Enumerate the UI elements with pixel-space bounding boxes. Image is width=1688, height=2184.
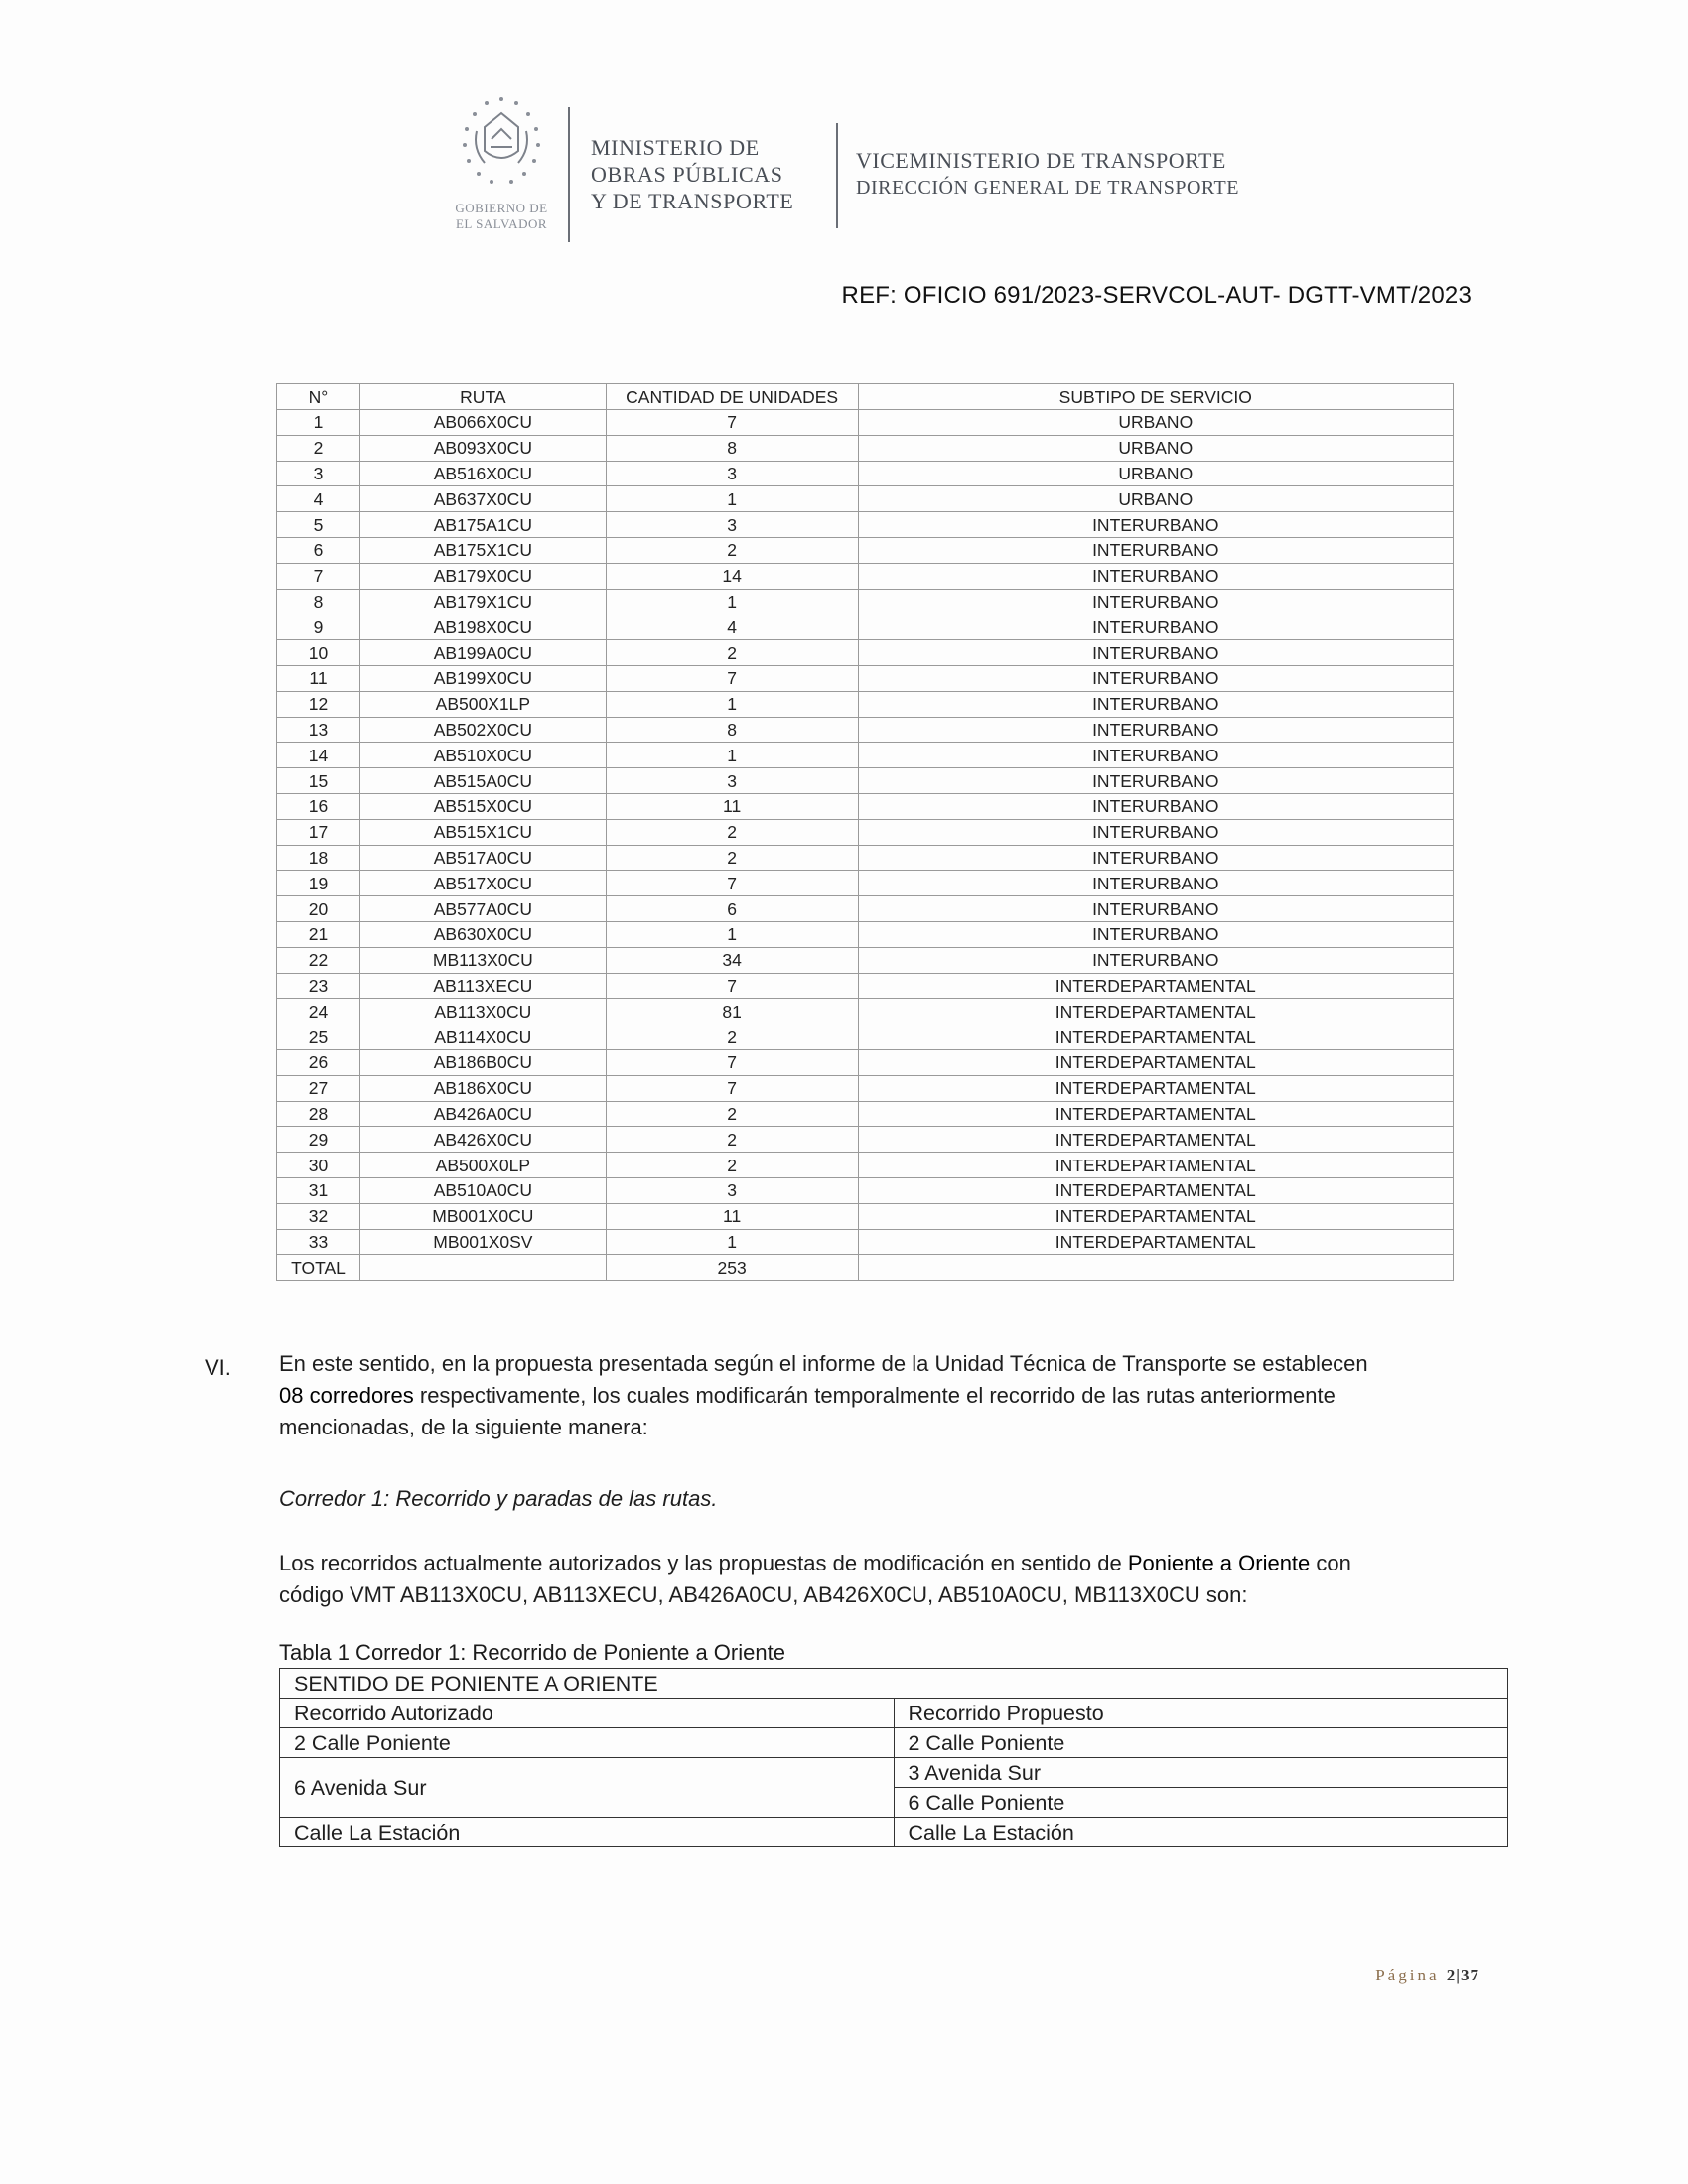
- cell-units: 11: [606, 793, 858, 819]
- p1-bold-corridors: 08 corredores: [279, 1383, 414, 1408]
- page-label: Página: [1375, 1966, 1440, 1984]
- route-row: [277, 691, 1454, 717]
- cell-route: AB510A0CU: [359, 1177, 606, 1203]
- table1-caption: Tabla 1 Corredor 1: Recorrido de Poniente a Oriente: [279, 1640, 785, 1665]
- cell-number: 33: [277, 1229, 360, 1255]
- cell-number: 11: [277, 665, 360, 691]
- cell-units: 3: [606, 768, 858, 794]
- cell-route: AB517A0CU: [359, 845, 606, 871]
- route-row: [277, 819, 1454, 845]
- cell-units: 2: [606, 1024, 858, 1050]
- cell-route: AB637X0CU: [359, 486, 606, 512]
- routes-table-header: [277, 384, 1454, 410]
- cell-number: 27: [277, 1075, 360, 1101]
- cell-subtype: INTERURBANO: [858, 563, 1453, 589]
- table1-row: [280, 1818, 1508, 1847]
- cell-units: 1: [606, 921, 858, 947]
- route-row: [277, 410, 1454, 436]
- r3-proposed: Calle La Estación: [894, 1818, 1508, 1847]
- cell-units: 2: [606, 640, 858, 666]
- cell-subtype: INTERURBANO: [858, 819, 1453, 845]
- cell-subtype: INTERURBANO: [858, 717, 1453, 743]
- cell-number: 1: [277, 410, 360, 436]
- table1-header-row: [280, 1699, 1508, 1728]
- header-divider-1: [568, 107, 570, 242]
- header-divider-2: [836, 123, 838, 228]
- cell-subtype: INTERURBANO: [858, 871, 1453, 896]
- cell-units: 7: [606, 665, 858, 691]
- cell-units: 7: [606, 1075, 858, 1101]
- cell-route: AB515X1CU: [359, 819, 606, 845]
- cell-number: 28: [277, 1101, 360, 1127]
- route-row: [277, 1101, 1454, 1127]
- route-row: [277, 1203, 1454, 1229]
- route-row: [277, 768, 1454, 794]
- table1-title: SENTIDO DE PONIENTE A ORIENTE: [280, 1669, 1508, 1699]
- route-row: [277, 1049, 1454, 1075]
- cell-route: AB175A1CU: [359, 512, 606, 538]
- cell-subtype: INTERURBANO: [858, 743, 1453, 768]
- cell-number: 15: [277, 768, 360, 794]
- cell-route: AB510X0CU: [359, 743, 606, 768]
- routes-total-row: [277, 1255, 1454, 1281]
- cell-units: 2: [606, 845, 858, 871]
- route-row: [277, 640, 1454, 666]
- cell-subtype: INTERURBANO: [858, 768, 1453, 794]
- cell-subtype: INTERURBANO: [858, 947, 1453, 973]
- cell-route: AB516X0CU: [359, 461, 606, 486]
- cell-subtype: INTERURBANO: [858, 537, 1453, 563]
- cell-units: 8: [606, 435, 858, 461]
- cell-units: 2: [606, 819, 858, 845]
- cell-route: AB500X1LP: [359, 691, 606, 717]
- route-row: [277, 921, 1454, 947]
- cell-subtype: URBANO: [858, 410, 1453, 436]
- cell-route: AB186X0CU: [359, 1075, 606, 1101]
- government-seal: [437, 89, 566, 238]
- cell-units: 7: [606, 973, 858, 999]
- cell-number: 32: [277, 1203, 360, 1229]
- route-row: [277, 537, 1454, 563]
- cell-route: MB001X0CU: [359, 1203, 606, 1229]
- cell-route: AB515A0CU: [359, 768, 606, 794]
- cell-units: 14: [606, 563, 858, 589]
- cell-subtype: INTERURBANO: [858, 512, 1453, 538]
- cell-number: 29: [277, 1127, 360, 1153]
- cell-number: 25: [277, 1024, 360, 1050]
- cell-units: 81: [606, 999, 858, 1024]
- reference-number: REF: OFICIO 691/2023-SERVCOL-AUT- DGTT-VMT/2023: [841, 282, 1472, 309]
- cell-subtype: INTERURBANO: [858, 691, 1453, 717]
- route-row: [277, 743, 1454, 768]
- cell-units: 1: [606, 486, 858, 512]
- ministry-line-1: MINISTERIO DE: [591, 135, 760, 160]
- header-route: RUTA: [359, 384, 606, 410]
- cell-route: MB001X0SV: [359, 1229, 606, 1255]
- section-paragraph-1: [279, 1348, 1461, 1443]
- cell-subtype: URBANO: [858, 461, 1453, 486]
- cell-subtype: INTERURBANO: [858, 845, 1453, 871]
- r2-proposed-a: 3 Avenida Sur: [894, 1758, 1508, 1788]
- col-authorized: Recorrido Autorizado: [280, 1699, 895, 1728]
- p2-line-1-end: con: [1310, 1551, 1351, 1575]
- cell-route: AB198X0CU: [359, 614, 606, 640]
- cell-route: AB175X1CU: [359, 537, 606, 563]
- cell-subtype: INTERDEPARTAMENTAL: [858, 973, 1453, 999]
- cell-route: AB114X0CU: [359, 1024, 606, 1050]
- route-row: [277, 486, 1454, 512]
- p1-line-3: mencionadas, de la siguiente manera:: [279, 1415, 648, 1439]
- cell-number: 18: [277, 845, 360, 871]
- cell-subtype: INTERDEPARTAMENTAL: [858, 1203, 1453, 1229]
- cell-route: AB515X0CU: [359, 793, 606, 819]
- seal-text-line-1: GOBIERNO DE: [455, 201, 548, 215]
- cell-route: AB186B0CU: [359, 1049, 606, 1075]
- cell-subtype: INTERURBANO: [858, 589, 1453, 614]
- header-subtype: SUBTIPO DE SERVICIO: [858, 384, 1453, 410]
- r1-proposed: 2 Calle Poniente: [894, 1728, 1508, 1758]
- cell-units: 2: [606, 537, 858, 563]
- cell-subtype: INTERURBANO: [858, 665, 1453, 691]
- cell-number: 4: [277, 486, 360, 512]
- cell-route: AB426X0CU: [359, 1127, 606, 1153]
- table1-title-row: [280, 1669, 1508, 1699]
- cell-units: 7: [606, 410, 858, 436]
- corridor-1-table: [279, 1668, 1508, 1847]
- total-route-empty: [359, 1255, 606, 1281]
- p2-line-1: Los recorridos actualmente autorizados y las propuestas de modificación en sentido de: [279, 1551, 1128, 1575]
- cell-number: 7: [277, 563, 360, 589]
- cell-route: AB093X0CU: [359, 435, 606, 461]
- cell-route: AB199A0CU: [359, 640, 606, 666]
- p2-bold-direction: Poniente a Oriente: [1127, 1551, 1311, 1575]
- cell-route: AB426A0CU: [359, 1101, 606, 1127]
- cell-subtype: INTERDEPARTAMENTAL: [858, 1229, 1453, 1255]
- cell-units: 7: [606, 871, 858, 896]
- route-row: [277, 665, 1454, 691]
- cell-number: 21: [277, 921, 360, 947]
- table1-row: [280, 1728, 1508, 1758]
- route-row: [277, 845, 1454, 871]
- total-label: TOTAL: [277, 1255, 360, 1281]
- route-row: [277, 947, 1454, 973]
- cell-subtype: INTERDEPARTAMENTAL: [858, 1049, 1453, 1075]
- vice-line-1: VICEMINISTERIO DE TRANSPORTE: [856, 148, 1226, 173]
- cell-units: 3: [606, 512, 858, 538]
- cell-route: AB179X0CU: [359, 563, 606, 589]
- route-row: [277, 1177, 1454, 1203]
- cell-number: 2: [277, 435, 360, 461]
- route-row: [277, 461, 1454, 486]
- cell-route: AB179X1CU: [359, 589, 606, 614]
- cell-route: MB113X0CU: [359, 947, 606, 973]
- cell-route: AB500X0LP: [359, 1153, 606, 1178]
- route-row: [277, 1024, 1454, 1050]
- cell-number: 17: [277, 819, 360, 845]
- route-row: [277, 1075, 1454, 1101]
- cell-route: AB113XECU: [359, 973, 606, 999]
- cell-route: AB199X0CU: [359, 665, 606, 691]
- cell-subtype: INTERDEPARTAMENTAL: [858, 1024, 1453, 1050]
- cell-subtype: INTERURBANO: [858, 614, 1453, 640]
- cell-number: 22: [277, 947, 360, 973]
- route-row: [277, 435, 1454, 461]
- route-row: [277, 717, 1454, 743]
- cell-subtype: INTERDEPARTAMENTAL: [858, 1127, 1453, 1153]
- header-units: CANTIDAD DE UNIDADES: [606, 384, 858, 410]
- cell-route: AB502X0CU: [359, 717, 606, 743]
- vice-line-2: DIRECCIÓN GENERAL DE TRANSPORTE: [856, 177, 1239, 199]
- cell-number: 24: [277, 999, 360, 1024]
- cell-units: 2: [606, 1127, 858, 1153]
- cell-subtype: URBANO: [858, 435, 1453, 461]
- cell-units: 11: [606, 1203, 858, 1229]
- cell-units: 1: [606, 589, 858, 614]
- route-row: [277, 973, 1454, 999]
- cell-number: 10: [277, 640, 360, 666]
- cell-units: 6: [606, 896, 858, 922]
- route-row: [277, 614, 1454, 640]
- cell-subtype: INTERURBANO: [858, 640, 1453, 666]
- cell-route: AB517X0CU: [359, 871, 606, 896]
- p1-line-2: respectivamente, los cuales modificarán temporalmente el recorrido de las rutas anteriormente: [413, 1383, 1336, 1408]
- cell-number: 23: [277, 973, 360, 999]
- cell-units: 4: [606, 614, 858, 640]
- r1-authorized: 2 Calle Poniente: [280, 1728, 895, 1758]
- cell-subtype: URBANO: [858, 486, 1453, 512]
- r3-authorized: Calle La Estación: [280, 1818, 895, 1847]
- cell-subtype: INTERURBANO: [858, 793, 1453, 819]
- cell-number: 19: [277, 871, 360, 896]
- cell-subtype: INTERURBANO: [858, 921, 1453, 947]
- cell-subtype: INTERDEPARTAMENTAL: [858, 1075, 1453, 1101]
- cell-units: 1: [606, 1229, 858, 1255]
- route-row: [277, 896, 1454, 922]
- r2-proposed-b: 6 Calle Poniente: [894, 1788, 1508, 1818]
- table1-row: [280, 1758, 1508, 1788]
- cell-number: 14: [277, 743, 360, 768]
- cell-units: 1: [606, 691, 858, 717]
- cell-subtype: INTERDEPARTAMENTAL: [858, 1101, 1453, 1127]
- cell-route: AB630X0CU: [359, 921, 606, 947]
- cell-subtype: INTERDEPARTAMENTAL: [858, 1153, 1453, 1178]
- cell-route: AB577A0CU: [359, 896, 606, 922]
- route-row: [277, 1153, 1454, 1178]
- cell-number: 8: [277, 589, 360, 614]
- route-row: [277, 589, 1454, 614]
- cell-units: 2: [606, 1101, 858, 1127]
- total-subtype-empty: [858, 1255, 1453, 1281]
- p1-line-1: En este sentido, en la propuesta presentada según el informe de la Unidad Técnica de Transporte se establecen: [279, 1351, 1368, 1376]
- cell-units: 3: [606, 1177, 858, 1203]
- route-row: [277, 1229, 1454, 1255]
- total-value: 253: [606, 1255, 858, 1281]
- route-row: [277, 563, 1454, 589]
- cell-units: 1: [606, 743, 858, 768]
- route-row: [277, 512, 1454, 538]
- cell-number: 26: [277, 1049, 360, 1075]
- p2-line-2: código VMT AB113X0CU, AB113XECU, AB426A0CU, AB426X0CU, AB510A0CU, MB113X0CU son:: [279, 1582, 1248, 1607]
- cell-units: 34: [606, 947, 858, 973]
- seal-text-line-2: EL SALVADOR: [455, 216, 548, 231]
- cell-number: 9: [277, 614, 360, 640]
- route-row: [277, 871, 1454, 896]
- cell-number: 3: [277, 461, 360, 486]
- ministry-name: [591, 134, 793, 214]
- cell-number: 16: [277, 793, 360, 819]
- cell-units: 3: [606, 461, 858, 486]
- cell-number: 6: [277, 537, 360, 563]
- cell-number: 13: [277, 717, 360, 743]
- cell-route: AB066X0CU: [359, 410, 606, 436]
- cell-units: 2: [606, 1153, 858, 1178]
- header-number: N°: [277, 384, 360, 410]
- page-number: 2|37: [1446, 1966, 1479, 1984]
- cell-units: 7: [606, 1049, 858, 1075]
- cell-subtype: INTERDEPARTAMENTAL: [858, 1177, 1453, 1203]
- vice-ministry-name: [856, 147, 1239, 201]
- col-proposed: Recorrido Propuesto: [894, 1699, 1508, 1728]
- cell-number: 5: [277, 512, 360, 538]
- cell-number: 31: [277, 1177, 360, 1203]
- route-row: [277, 999, 1454, 1024]
- r2-authorized: 6 Avenida Sur: [280, 1758, 895, 1818]
- cell-number: 20: [277, 896, 360, 922]
- cell-route: AB113X0CU: [359, 999, 606, 1024]
- corridor-heading: Corredor 1: Recorrido y paradas de las rutas.: [279, 1486, 718, 1511]
- section-number: VI.: [205, 1355, 231, 1380]
- cell-subtype: INTERURBANO: [858, 896, 1453, 922]
- routes-table: [276, 383, 1454, 1281]
- cell-number: 12: [277, 691, 360, 717]
- page-footer: [1375, 1966, 1479, 1985]
- ministry-line-2: OBRAS PÚBLICAS: [591, 162, 783, 187]
- route-row: [277, 1127, 1454, 1153]
- route-row: [277, 793, 1454, 819]
- cell-number: 30: [277, 1153, 360, 1178]
- cell-subtype: INTERDEPARTAMENTAL: [858, 999, 1453, 1024]
- ministry-line-3: Y DE TRANSPORTE: [591, 189, 794, 213]
- section-paragraph-2: [279, 1548, 1461, 1611]
- coat-of-arms-icon: [447, 89, 556, 199]
- cell-units: 8: [606, 717, 858, 743]
